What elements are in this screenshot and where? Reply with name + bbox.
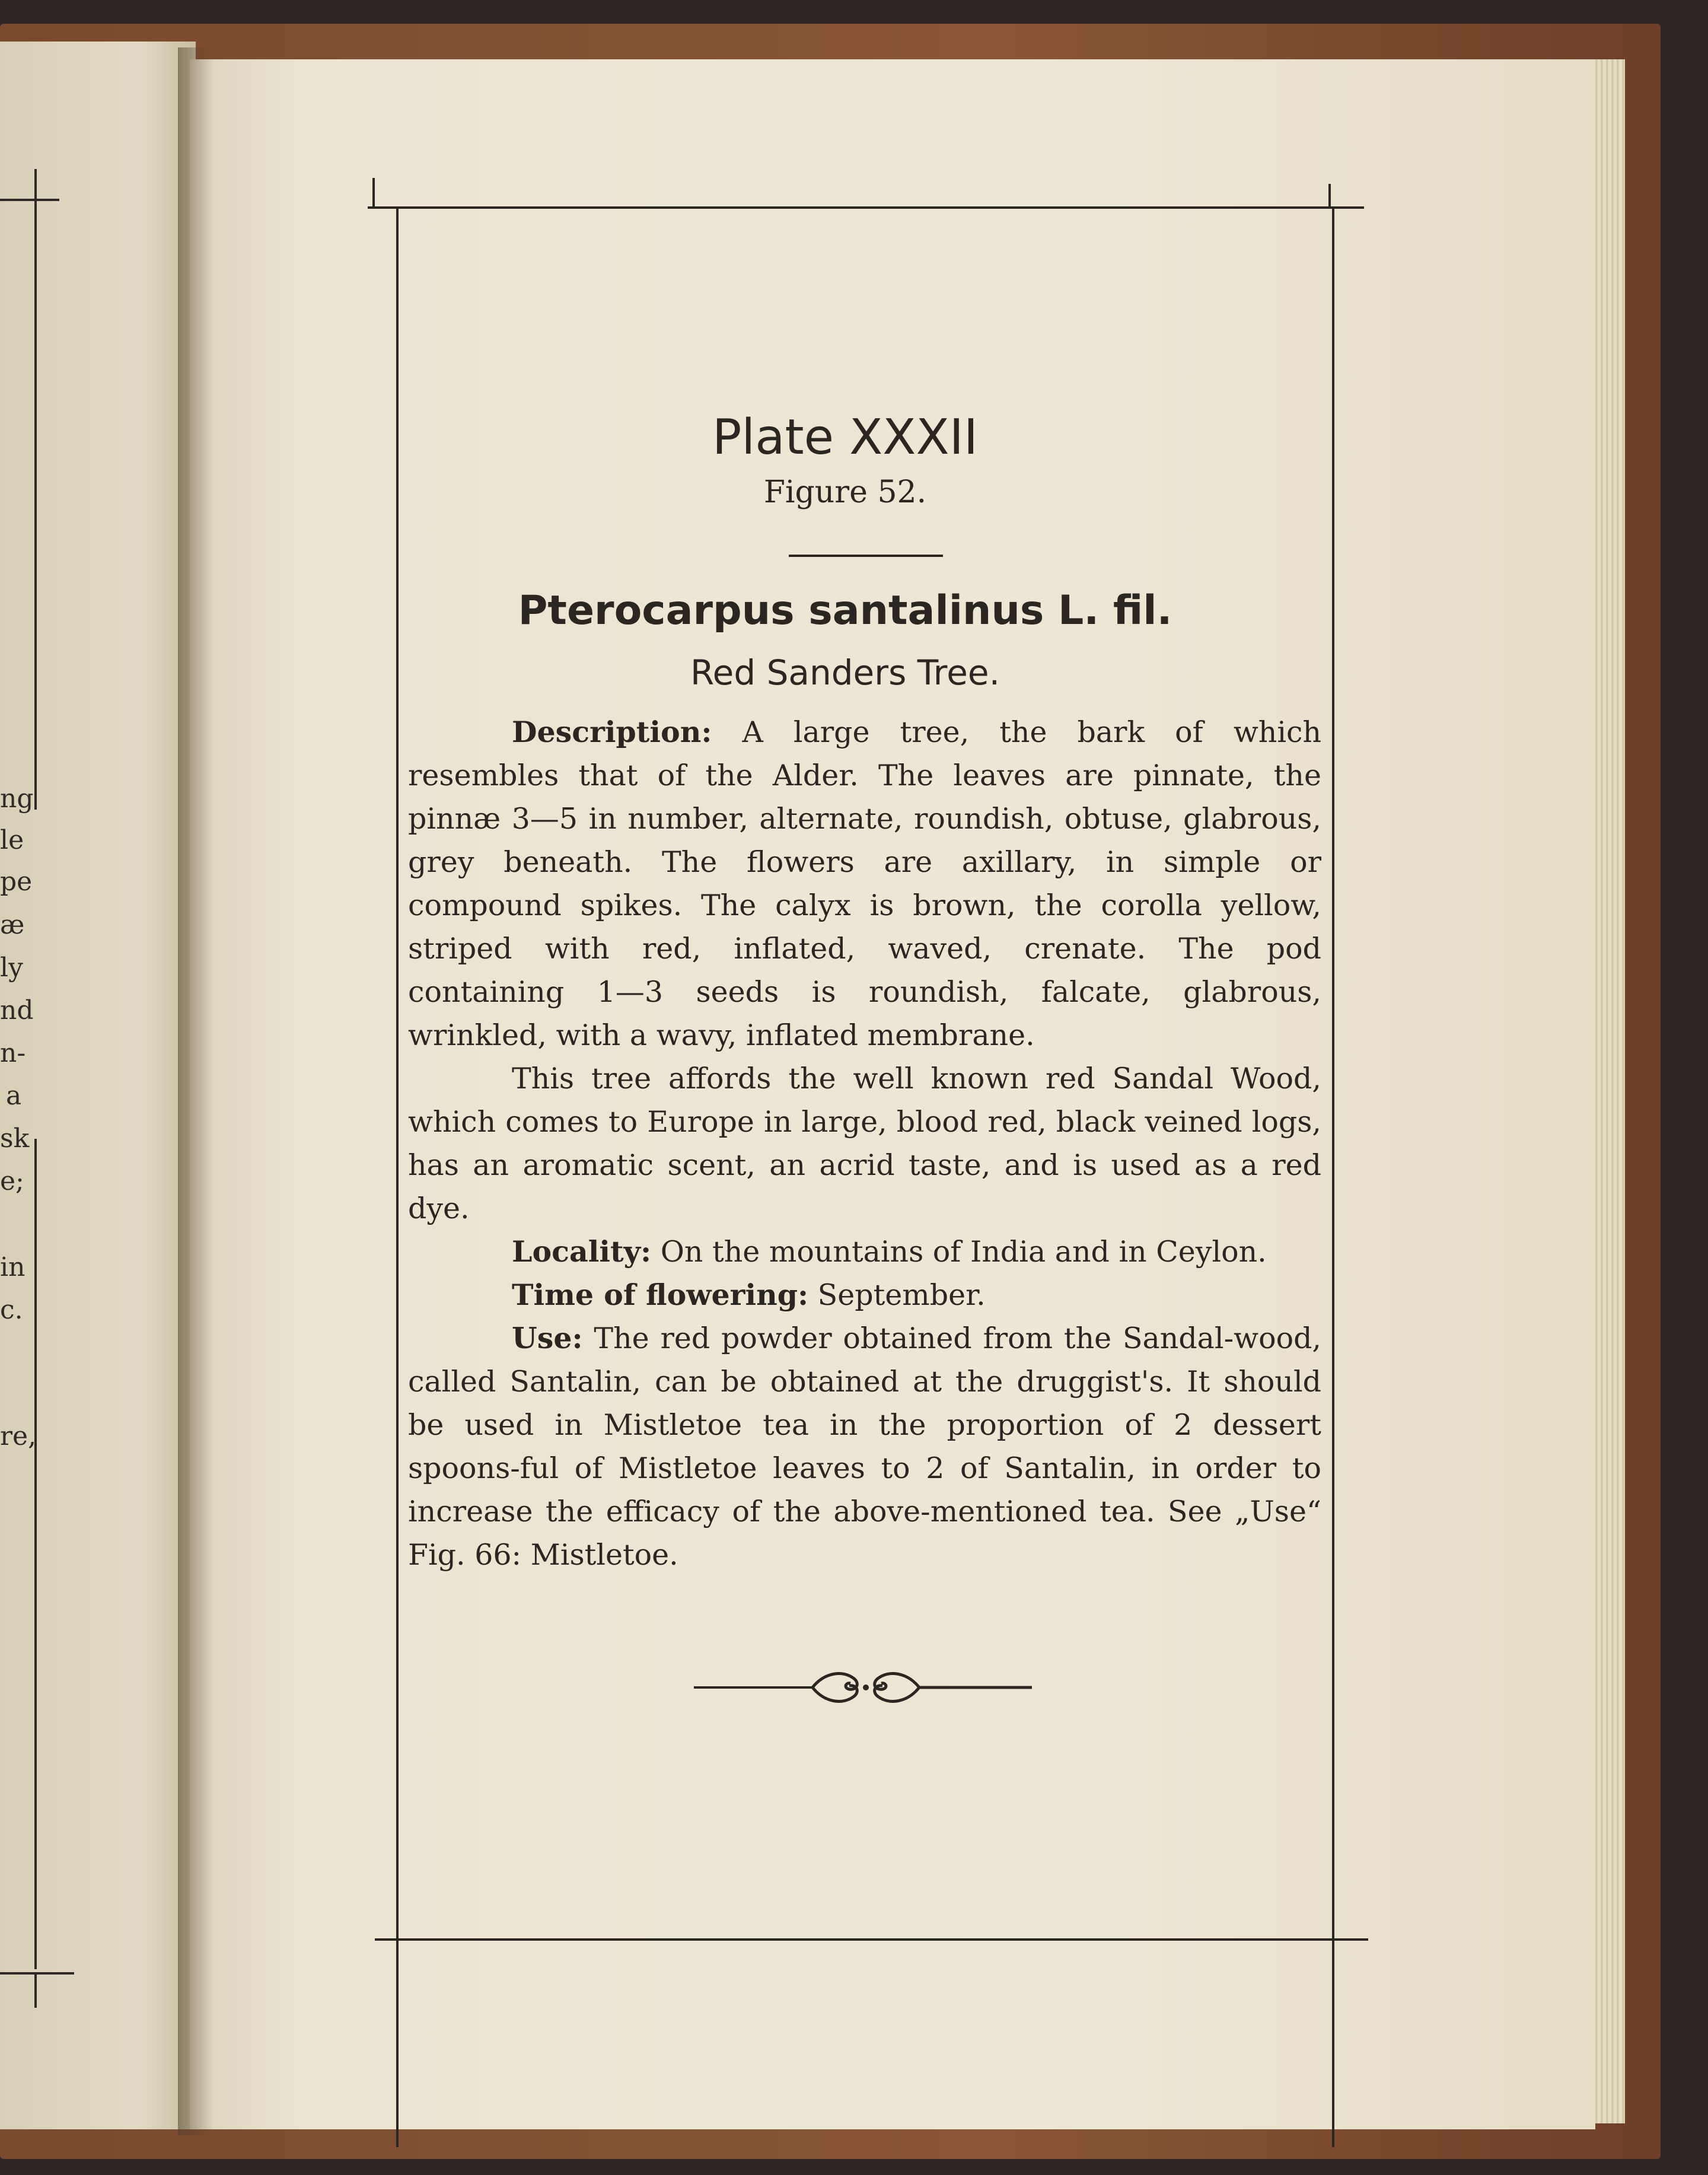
flowering-label: Time of flowering: (512, 1278, 809, 1312)
text-fragment: ly (0, 953, 23, 983)
frame-tick (34, 169, 37, 199)
use-label: Use: (512, 1321, 583, 1355)
description-label: Description: (512, 715, 712, 749)
figure-label: Figure 52. (763, 475, 927, 510)
ornament-divider-icon (688, 1661, 1044, 1714)
frame-corner-tick (1328, 184, 1331, 206)
body-text (408, 711, 1321, 1577)
frame-right-rule (1332, 209, 1334, 2147)
frame-bottom-rule (375, 1938, 1368, 1941)
description-text: A large tree, the bark of which resembles that of the Alder. The leaves are pinnate, the pinnæ 3—5 in number, alternate, roundish, obtuse, glabrous, grey beneath. The flowers are axillary, in simple or compound spikes. The calyx is brown, the corolla yellow, striped with red, inflated, waved, crenate. The pod containing 1—3 seeds is roundish, falcate, glabrous, wrinkled, with a wavy, inflated membrane. (408, 715, 1322, 1052)
flowering-paragraph (408, 1273, 1321, 1317)
locality-paragraph (408, 1230, 1321, 1273)
text-fragment: c. (0, 1295, 23, 1325)
use-text: The red powder obtained from the Sandal-wood, called Santalin, can be obtained at the druggist's. It should be used in Mistletoe tea in the proportion of 2 dessert spoons-ful of Mistletoe leaves to 2 of Santalin, in order to increase the efficacy of the above-mentioned tea. See „Use“ Fig. 66: Mistletoe. (408, 1321, 1322, 1572)
latin-name: Pterocarpus santalinus L. fil. (518, 587, 1172, 634)
locality-text: On the mountains of India and in Ceylon. (660, 1235, 1267, 1269)
locality-label: Locality: (512, 1234, 652, 1269)
frame-corner-tick (372, 178, 375, 206)
text-fragment: nd (0, 995, 34, 1026)
text-fragment: re, (0, 1421, 37, 1451)
previous-page (0, 42, 196, 2129)
frame-corner-tick (1332, 1941, 1334, 1967)
frame-line-top (0, 199, 59, 201)
frame-left-rule (396, 209, 399, 2147)
text-fragment: æ (0, 910, 25, 940)
text-fragment: a (6, 1081, 22, 1111)
common-name: Red Sanders Tree. (690, 652, 1000, 693)
description-paragraph (408, 711, 1321, 1057)
sandalwood-paragraph: This tree affords the well known red Sandal Wood, which comes to Europe in large, blood red, black veined logs, has an aromatic scent, an acrid taste, and is used as a red dye. (408, 1062, 1321, 1225)
frame-top-rule (368, 206, 1364, 209)
gutter-shadow (178, 47, 214, 2135)
text-fragment: n- (0, 1038, 26, 1068)
frame-line-right (34, 199, 37, 810)
text-fragment: e; (0, 1166, 24, 1196)
text-fragment: in (0, 1252, 26, 1282)
text-fragment: le (0, 825, 24, 855)
flowering-text: September. (817, 1278, 986, 1312)
text-fragment: pe (0, 867, 33, 897)
use-paragraph (408, 1317, 1321, 1577)
frame-tick (34, 1972, 37, 2008)
plate-title: Plate XXXII (712, 409, 979, 466)
frame-corner-tick (396, 1941, 399, 1973)
frame-line-bottom (0, 1972, 74, 1975)
text-fragment: ng (0, 784, 34, 814)
title-divider (789, 555, 943, 557)
text-fragment: sk (0, 1123, 30, 1154)
